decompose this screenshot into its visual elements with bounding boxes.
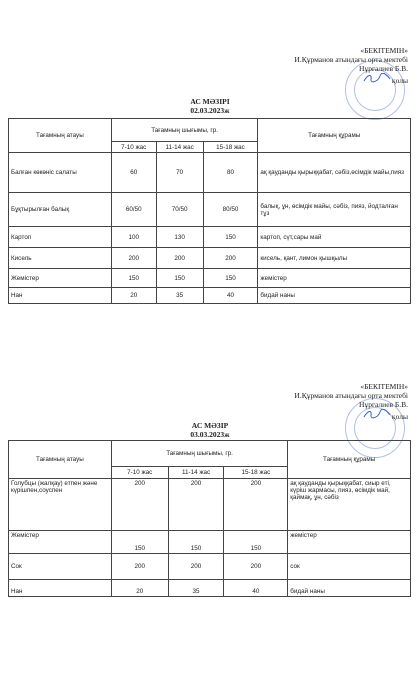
amount-7-10: 200 [111,479,168,531]
table-row [9,193,411,227]
dish-name: Картоп [9,227,112,248]
amount-15-18: 200 [224,479,288,531]
dish-name: Нан [9,580,112,597]
amount-15-18: 150 [203,227,258,248]
header-name: Тағамның атауы [9,441,112,479]
dish-composition: ақ қауданды қырыққабат, сәбіз,өсімдік майы,пияз [258,153,411,193]
signature-label: қолы [391,412,408,421]
amount-15-18: 80 [203,153,258,193]
amount-15-18: 80/50 [203,193,258,227]
dish-name: Бұқтырылған балық [9,193,112,227]
dish-name: Жемістер [9,531,112,554]
table-row [9,288,411,304]
header-age-11-14: 11-14 жас [168,467,224,479]
amount-7-10: 200 [111,554,168,580]
approval-block [294,382,408,421]
amount-7-10: 200 [111,248,156,269]
table-row [9,269,411,288]
menu-date: 02.03.2023ж [190,106,230,115]
approval-block [294,46,408,85]
header-age-7-10: 7-10 жас [111,467,168,479]
amount-11-14: 35 [156,288,203,304]
amount-11-14: 150 [156,269,203,288]
amount-11-14: 70 [156,153,203,193]
signature-icon [356,73,392,85]
dish-composition: кисель, қант, лимон қышқылы [258,248,411,269]
menu-date: 03.03.2023ж [190,430,230,439]
header-age-11-14: 11-14 жас [156,142,203,153]
school-name: И.Құрманов атындағы орта мектебі [294,391,408,400]
header-age-15-18: 15-18 жас [224,467,288,479]
amount-15-18: 40 [203,288,258,304]
table-row [9,554,411,580]
dish-name: Голубцы (жалқау) етпен және күрішпен,соуспен [9,479,112,531]
school-name: И.Құрманов атындағы орта мектебі [294,55,408,64]
table-row [9,580,411,597]
header-composition: Тағамның құрамы [288,441,411,479]
menu-title-text: АС МӘЗІР [191,421,229,430]
signature-icon [356,409,392,421]
dish-composition: картоп, сүт,сары май [258,227,411,248]
amount-15-18: 40 [224,580,288,597]
header-amount: Тағамның шығымы, гр. [111,119,258,142]
menu-table [8,118,411,304]
amount-15-18: 150 [203,269,258,288]
table-row [9,479,411,531]
dish-name: Нан [9,288,112,304]
amount-7-10: 60 [111,153,156,193]
dish-composition: ақ қауданды қырыққабат, сиыр еті, күріш жармасы, пияз, өсімдік май, қаймақ, ұн, сәбіз [288,479,411,531]
amount-11-14: 200 [168,554,224,580]
header-composition: Тағамның құрамы [258,119,411,153]
director-name: Нұргалиев Б.В. [359,400,408,409]
amount-15-18: 150 [224,531,288,554]
amount-11-14: 35 [168,580,224,597]
amount-7-10: 20 [111,580,168,597]
director-name: Нұргалиев Б.В. [359,64,408,73]
menu-title [0,97,420,115]
header-age-7-10: 7-10 жас [111,142,156,153]
dish-name: Кисель [9,248,112,269]
amount-7-10: 100 [111,227,156,248]
header-amount: Тағамның шығымы, гр. [111,441,287,467]
approval-heading: «БЕКІТЕМІН» [360,382,408,391]
signature-label: қолы [391,76,408,85]
amount-7-10: 20 [111,288,156,304]
dish-name: Сок [9,554,112,580]
amount-11-14: 200 [168,479,224,531]
amount-15-18: 200 [203,248,258,269]
dish-composition: балық, ұн, өсімдік майы, сәбіз, пияз, йодталған тұз [258,193,411,227]
amount-7-10: 60/50 [111,193,156,227]
amount-15-18: 200 [224,554,288,580]
amount-11-14: 130 [156,227,203,248]
dish-name: Балған көкөніс салаты [9,153,112,193]
amount-11-14: 150 [168,531,224,554]
table-row [9,248,411,269]
table-row [9,531,411,554]
amount-11-14: 200 [156,248,203,269]
dish-composition: сок [288,554,411,580]
table-row [9,227,411,248]
approval-heading: «БЕКІТЕМІН» [360,46,408,55]
amount-7-10: 150 [111,269,156,288]
dish-name: Жемістер [9,269,112,288]
dish-composition: бидай наны [288,580,411,597]
table-row [9,153,411,193]
amount-7-10: 150 [111,531,168,554]
menu-title-text: АС МӘЗІРІ [190,97,230,106]
menu-table [8,440,411,597]
amount-11-14: 70/50 [156,193,203,227]
dish-composition: жемістер [288,531,411,554]
header-name: Тағамның атауы [9,119,112,153]
dish-composition: бидай наны [258,288,411,304]
menu-title [0,421,420,439]
header-age-15-18: 15-18 жас [203,142,258,153]
dish-composition: жемістер [258,269,411,288]
